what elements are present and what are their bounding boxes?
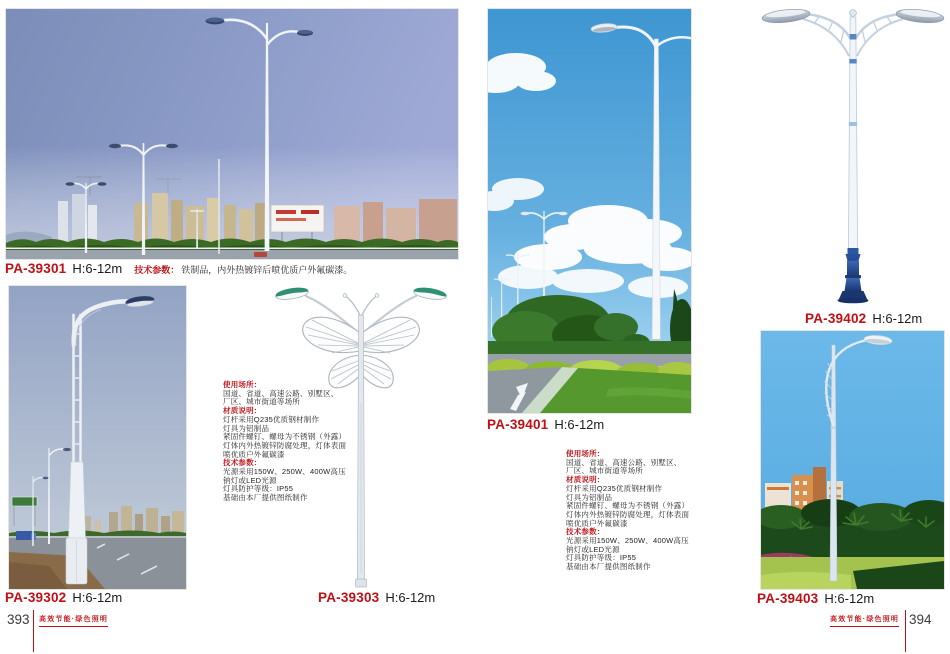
illustration-pa-39402 — [757, 4, 950, 304]
page-number-right: 394 — [909, 612, 932, 627]
spec-line: 灯杆采用Q235优质钢材制作 — [566, 483, 663, 493]
product-code: PA-39401 — [487, 417, 549, 432]
product-code: PA-39402 — [805, 311, 867, 326]
tropical-trees — [761, 499, 944, 557]
caption-pa-39402 — [805, 311, 922, 326]
spec-line: 国道、省道、高速公路、别墅区、 — [566, 457, 682, 467]
product-height: H:6-12m — [872, 311, 923, 326]
spec-line: 喷优质户外氟碳漆 — [223, 449, 285, 459]
spec-line: 喷优质户外氟碳漆 — [566, 518, 628, 528]
spec-block-right — [566, 450, 714, 572]
photo-pa-39403 — [760, 330, 945, 590]
product-code: PA-39403 — [757, 591, 819, 606]
bus-graphic — [254, 252, 267, 257]
product-height: H:6-12m — [72, 261, 123, 276]
pole-base — [838, 248, 869, 303]
spec-line: 灯具为铝制品 — [566, 492, 613, 502]
spec-line: 光源采用150W、250W、400W高压 — [223, 467, 346, 477]
truck-graphic — [16, 531, 33, 540]
spec-line: 灯体内外热镀锌防腐处理，灯体表面 — [223, 440, 347, 450]
spec-line: 光源采用150W、250W、400W高压 — [566, 536, 689, 546]
spec-line: 钠灯或LED光源 — [566, 544, 620, 554]
product-height: H:6-12m — [554, 417, 605, 432]
spec-line: 灯具防护等级：IP55 — [566, 553, 637, 563]
spec-line: 基础由本厂提供图纸制作 — [566, 562, 651, 572]
spec-line: 灯具为铝制品 — [223, 423, 270, 433]
product-code: PA-39301 — [5, 261, 67, 276]
product-height: H:6-12m — [824, 591, 875, 606]
footer-divider-right — [905, 610, 906, 652]
spec-tech-label: 技术参数： — [566, 527, 605, 537]
caption-pa-39301 — [5, 261, 352, 276]
tech-note-label: 技术参数： — [134, 265, 180, 275]
spec-line: 厂区、城市街道等场所 — [566, 466, 643, 476]
caption-pa-39403 — [757, 591, 874, 606]
street-scene-graphic — [6, 9, 458, 259]
spec-usage-label: 使用场所： — [566, 449, 605, 458]
tropical-photo-graphic — [761, 331, 944, 589]
caption-pa-39302 — [5, 590, 122, 605]
spec-block-left — [223, 381, 365, 503]
caption-pa-39401 — [487, 417, 604, 432]
photo-pa-39302 — [8, 285, 187, 590]
spec-line: 国道、省道、高速公路、别墅区、 — [223, 388, 339, 398]
spec-line: 灯具防护等级：IP55 — [223, 484, 294, 494]
caption-pa-39303 — [318, 590, 435, 605]
photo-pa-39301 — [5, 8, 459, 260]
spec-line: 基础由本厂提供图纸制作 — [223, 493, 308, 503]
spec-material-label: 材质说明： — [223, 406, 262, 416]
double-arm-lamp-graphic — [757, 4, 950, 304]
footer-divider-left — [33, 610, 34, 652]
photo-pa-39401 — [487, 8, 692, 414]
product-height: H:6-12m — [385, 590, 436, 605]
product-height: H:6-12m — [72, 590, 123, 605]
spec-material-label: 材质说明： — [566, 475, 605, 485]
avenue-photo-graphic — [488, 9, 691, 413]
product-code: PA-39303 — [318, 590, 380, 605]
product-code: PA-39302 — [5, 590, 67, 605]
spec-line: 紧固件螺钉、螺母为不锈钢（外露） — [566, 501, 690, 511]
spec-tech-label: 技术参数： — [223, 458, 262, 468]
footer-slogan-right: 高效节能·绿色照明 — [830, 614, 899, 627]
tech-note-text: 铁制品，内外热镀锌后喷优质户外氟碳漆。 — [181, 265, 353, 275]
spec-line: 灯体内外热镀锌防腐处理，灯体表面 — [566, 509, 690, 519]
spec-line: 厂区、城市街道等场所 — [223, 397, 300, 407]
spec-line: 紧固件螺钉、螺母为不锈钢（外露） — [223, 432, 347, 442]
pole-photo-graphic — [9, 286, 186, 589]
spec-line: 灯杆采用Q235优质钢材制作 — [223, 414, 320, 424]
footer-slogan-left: 高效节能·绿色照明 — [39, 614, 108, 627]
spec-line: 钠灯或LED光源 — [223, 475, 277, 485]
spec-usage-label: 使用场所： — [223, 380, 262, 389]
page-number-left: 393 — [7, 612, 30, 627]
